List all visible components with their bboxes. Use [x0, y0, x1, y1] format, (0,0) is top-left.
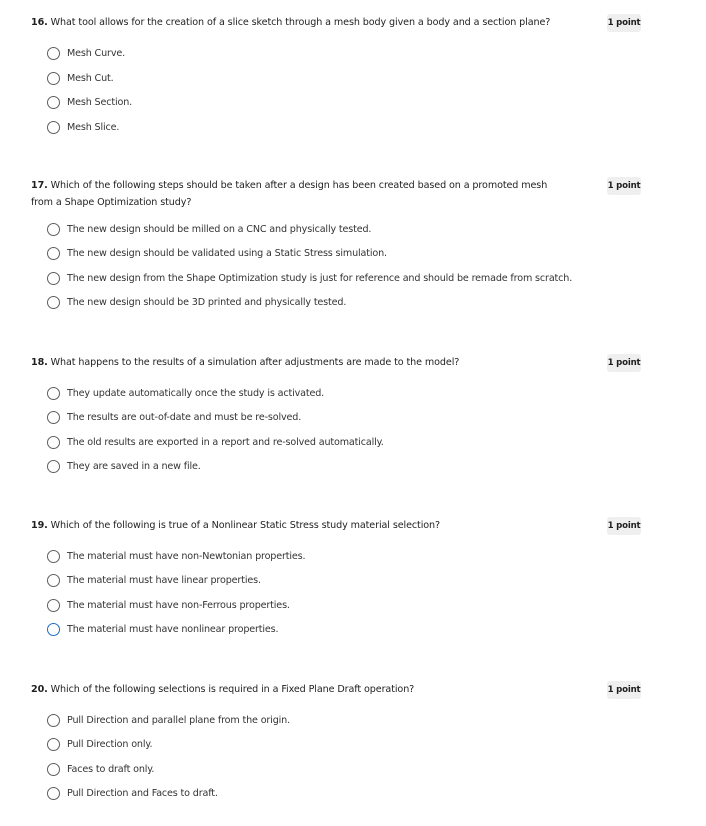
- radio-button[interactable]: [47, 436, 60, 449]
- option-label: They update automatically once the study is activated.: [67, 387, 325, 399]
- radio-button[interactable]: [47, 121, 60, 134]
- question-number: 16.: [31, 17, 48, 28]
- question-text: Which of the following steps should be taken after a design has been created based on a promoted mesh from a Shape Optimization study?: [31, 180, 548, 208]
- answer-option[interactable]: [47, 385, 324, 401]
- question-prompt: [31, 681, 571, 698]
- answer-option[interactable]: [47, 712, 290, 728]
- radio-button[interactable]: [47, 763, 60, 776]
- points-badge: 1 point: [607, 354, 641, 372]
- question-text: Which of the following is true of a Nonlinear Static Stress study material selection?: [50, 520, 441, 531]
- answer-option[interactable]: [47, 458, 201, 474]
- answer-option[interactable]: [47, 70, 114, 86]
- radio-button[interactable]: [47, 272, 60, 285]
- answer-option[interactable]: [47, 785, 218, 801]
- option-label: The old results are exported in a report and re-solved automatically.: [67, 436, 384, 448]
- radio-button[interactable]: [47, 387, 60, 400]
- option-label: They are saved in a new file.: [67, 460, 201, 472]
- option-label: Pull Direction only.: [67, 738, 153, 750]
- answer-option[interactable]: [47, 621, 278, 637]
- option-label: The material must have non-Ferrous properties.: [67, 599, 290, 611]
- question-number: 20.: [31, 684, 48, 695]
- points-badge: 1 point: [607, 177, 641, 195]
- option-label: The new design should be milled on a CNC and physically tested.: [67, 223, 372, 235]
- radio-button[interactable]: [47, 247, 60, 260]
- option-label: The material must have non-Newtonian properties.: [67, 550, 306, 562]
- question-prompt: [31, 354, 571, 371]
- answer-option[interactable]: [47, 221, 371, 237]
- answer-option[interactable]: [47, 409, 301, 425]
- radio-button-focused[interactable]: [47, 623, 60, 636]
- radio-button[interactable]: [47, 550, 60, 563]
- option-label: Mesh Section.: [67, 96, 133, 108]
- radio-button[interactable]: [47, 296, 60, 309]
- radio-button[interactable]: [47, 47, 60, 60]
- option-label: Mesh Slice.: [67, 121, 120, 133]
- option-label: Pull Direction and parallel plane from the origin.: [67, 714, 291, 726]
- radio-button[interactable]: [47, 72, 60, 85]
- answer-option[interactable]: [47, 245, 387, 261]
- question-number: 17.: [31, 180, 48, 191]
- answer-option[interactable]: [47, 597, 290, 613]
- points-badge: 1 point: [607, 517, 641, 535]
- question-text: What tool allows for the creation of a slice sketch through a mesh body given a body and a section plane?: [50, 17, 551, 28]
- radio-button[interactable]: [47, 460, 60, 473]
- radio-button[interactable]: [47, 787, 60, 800]
- option-label: The results are out-of-date and must be re-solved.: [67, 411, 302, 423]
- answer-option[interactable]: [47, 270, 572, 286]
- option-label: Mesh Cut.: [67, 72, 114, 84]
- answer-option[interactable]: [47, 45, 125, 61]
- answer-option[interactable]: [47, 119, 119, 135]
- question-text: What happens to the results of a simulation after adjustments are made to the model?: [50, 357, 460, 368]
- question-number: 19.: [31, 520, 48, 531]
- radio-button[interactable]: [47, 411, 60, 424]
- answer-option[interactable]: [47, 736, 152, 752]
- radio-button[interactable]: [47, 223, 60, 236]
- points-badge: 1 point: [607, 681, 641, 699]
- question-prompt: [31, 14, 571, 31]
- option-label: The material must have nonlinear properties.: [67, 623, 279, 635]
- option-label: Faces to draft only.: [67, 763, 155, 775]
- question-prompt: [31, 517, 571, 534]
- radio-button[interactable]: [47, 574, 60, 587]
- answer-option[interactable]: [47, 294, 346, 310]
- answer-option[interactable]: [47, 548, 305, 564]
- question-prompt: [31, 177, 561, 211]
- option-label: The new design should be 3D printed and physically tested.: [67, 296, 347, 308]
- option-label: Mesh Curve.: [67, 47, 126, 59]
- question-text: Which of the following selections is required in a Fixed Plane Draft operation?: [50, 684, 415, 695]
- radio-button[interactable]: [47, 738, 60, 751]
- question-number: 18.: [31, 357, 48, 368]
- option-label: The new design should be validated using a Static Stress simulation.: [67, 247, 387, 259]
- option-label: The material must have linear properties.: [67, 574, 261, 586]
- points-badge: 1 point: [607, 14, 641, 32]
- option-label: The new design from the Shape Optimization study is just for reference and should be remade from scratch.: [67, 272, 573, 284]
- radio-button[interactable]: [47, 599, 60, 612]
- option-label: Pull Direction and Faces to draft.: [67, 787, 218, 799]
- radio-button[interactable]: [47, 96, 60, 109]
- answer-option[interactable]: [47, 94, 132, 110]
- answer-option[interactable]: [47, 434, 384, 450]
- answer-option[interactable]: [47, 572, 261, 588]
- radio-button[interactable]: [47, 714, 60, 727]
- answer-option[interactable]: [47, 761, 154, 777]
